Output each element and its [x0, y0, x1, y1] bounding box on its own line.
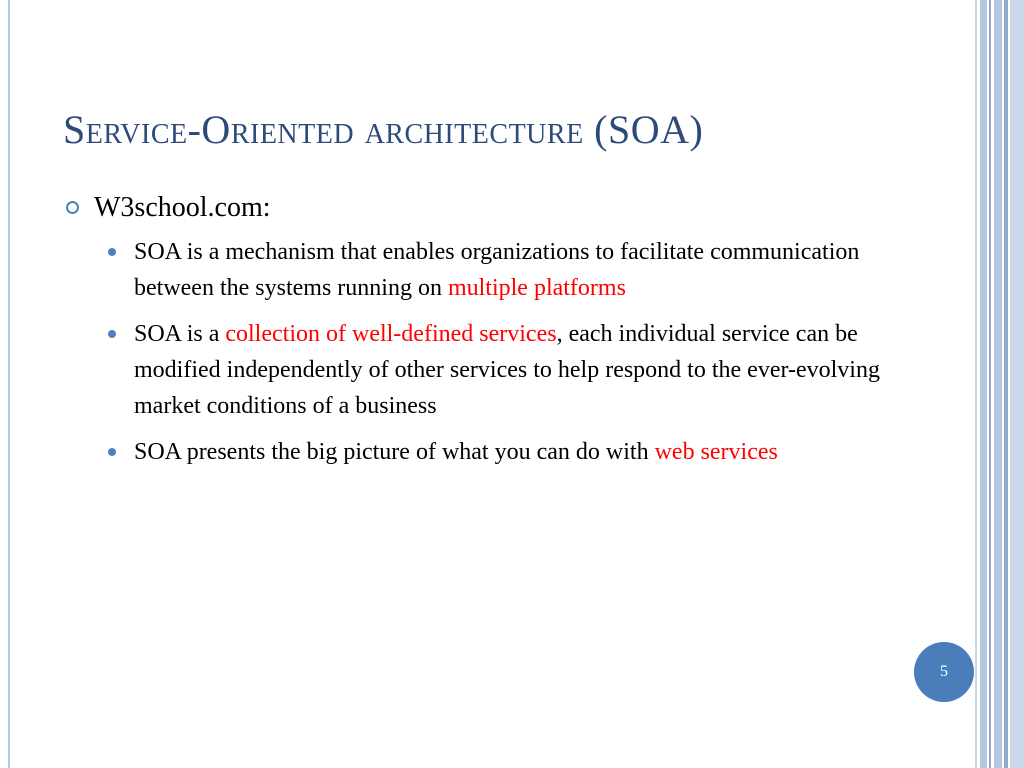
sub-bullet: [66, 434, 896, 470]
left-frame-line: [8, 0, 10, 768]
right-stripe: [1004, 0, 1008, 768]
sub-bullet: [66, 234, 896, 306]
right-stripe: [980, 0, 987, 768]
emphasized-text: web services: [654, 439, 778, 465]
top-level-bullet: [66, 186, 896, 230]
right-stripe: [989, 0, 991, 768]
dot-bullet-icon: [108, 330, 116, 338]
sub-bullet: [66, 316, 896, 424]
dot-bullet-icon: [108, 248, 116, 256]
page-number-badge: 5: [914, 642, 974, 702]
dot-bullet-icon: [108, 448, 116, 456]
sub-bullet-text: SOA presents the big picture of what you can do with: [134, 439, 655, 465]
top-level-bullet-text: W3school.com:: [94, 192, 271, 223]
right-stripe: [994, 0, 1002, 768]
slide-title: Service-Oriented architecture (SOA): [63, 107, 704, 152]
emphasized-text: multiple platforms: [447, 275, 626, 301]
sub-bullet-text: SOA is a mechanism that enables organizations to facilitate communication between the systems running on: [134, 239, 860, 301]
right-stripe: [1010, 0, 1024, 768]
sub-bullet-text: SOA is a: [134, 321, 226, 347]
sub-bullet-text: , each individual service can be modified independently of other services to help respond to the ever-evolving market conditions of a business: [134, 321, 880, 419]
emphasized-text: collection of well-defined services: [225, 321, 557, 347]
sub-bullet-list: [66, 234, 896, 470]
right-stripe: [975, 0, 977, 768]
slide-content: [66, 186, 896, 480]
ring-bullet-icon: [66, 201, 79, 214]
